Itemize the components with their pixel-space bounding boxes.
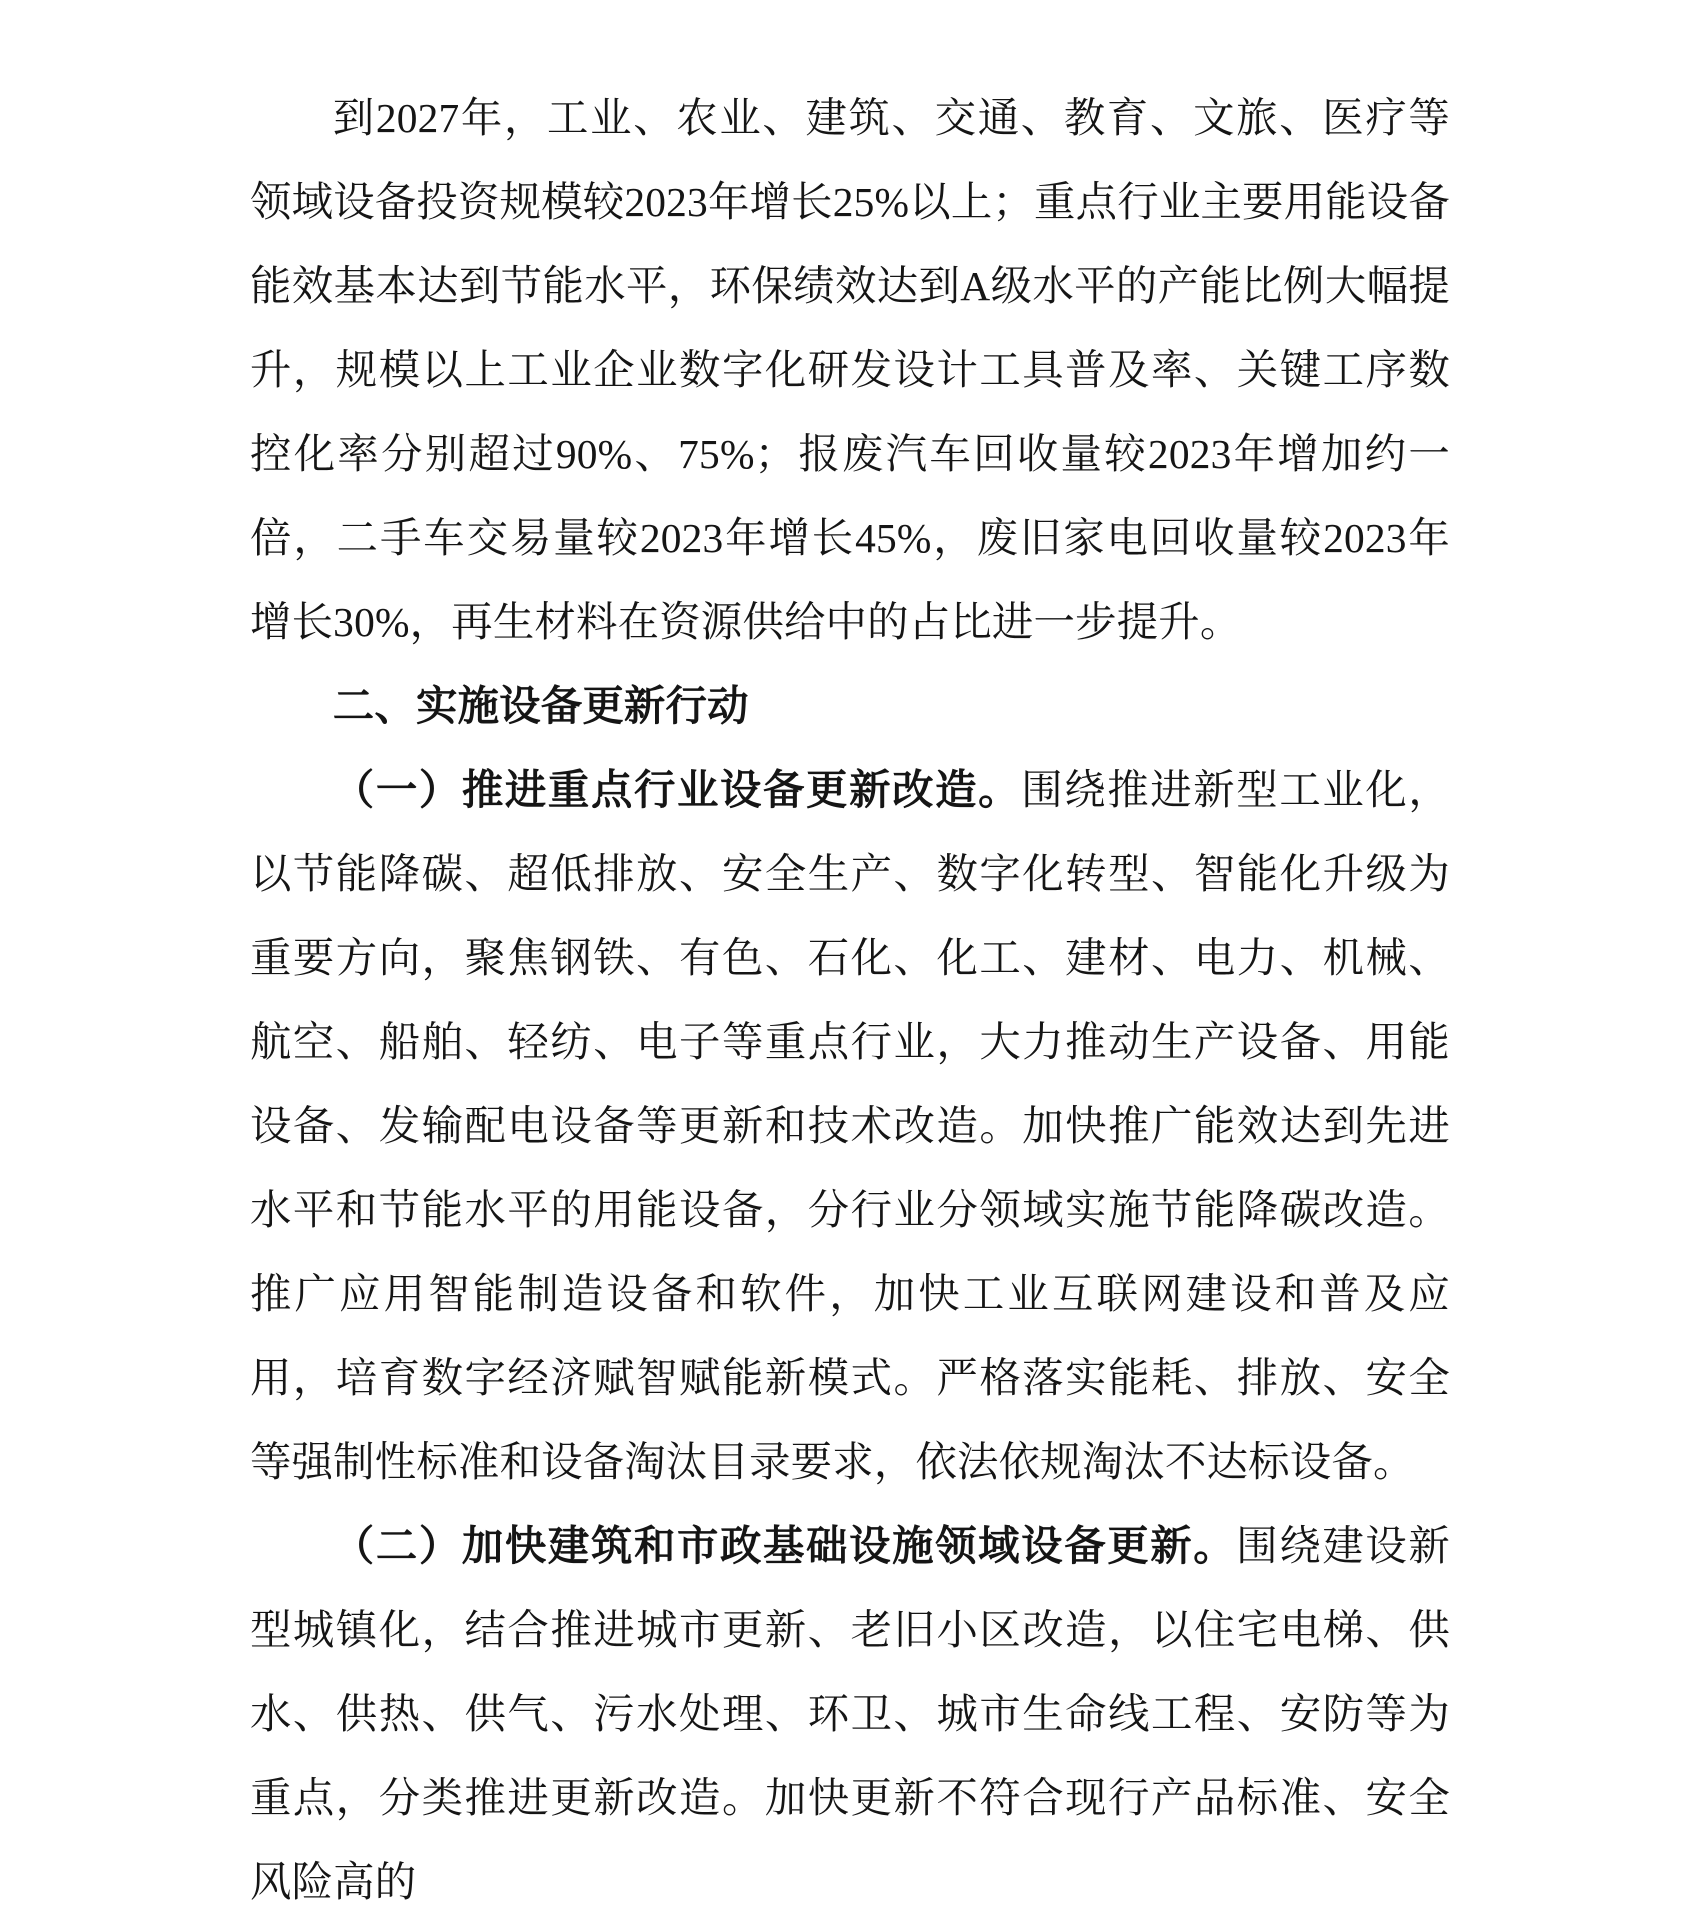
paragraph-2027-goals-text: 到2027年，工业、农业、建筑、交通、教育、文旅、医疗等领域设备投资规模较2023年增长25%以上；重点行业主要用能设备能效基本达到节能水平，环保绩效达到A级水平的产能比例大幅提升，规模以上工业企业数字化研发设计工具普及率、关键工序数控化率分别超过90%、75%；报废汽车回收量较2023年增加约一倍，二手车交易量较2023年增长45%，废旧家电回收量较2023年增长30%，再生材料在资源供给中的占比进一步提升。 <box>250 95 1450 645</box>
paragraph-building-municipal-renewal-text: 围绕建设新型城镇化，结合推进城市更新、老旧小区改造，以住宅电梯、供水、供热、供气、污水处理、环卫、城市生命线工程、安防等为重点，分类推进更新改造。加快更新不符合现行产品标准、安全风险高的 <box>250 1523 1450 1905</box>
subheading-key-industry-renewal: （一）推进重点行业设备更新改造。 <box>332 767 1022 813</box>
paragraph-building-municipal-renewal <box>250 1504 1450 1924</box>
paragraph-key-industry-renewal <box>250 748 1450 1504</box>
subheading-building-municipal-renewal: （二）加快建筑和市政基础设施领域设备更新。 <box>332 1523 1237 1569</box>
section-heading-equipment-renewal-action: 二、实施设备更新行动 <box>332 683 749 729</box>
paragraph-2027-goals <box>250 76 1450 664</box>
paragraph-key-industry-renewal-text: 围绕推进新型工业化，以节能降碳、超低排放、安全生产、数字化转型、智能化升级为重要方向，聚焦钢铁、有色、石化、化工、建材、电力、机械、航空、船舶、轻纺、电子等重点行业，大力推动生产设备、用能设备、发输配电设备等更新和技术改造。加快推广能效达到先进水平和节能水平的用能设备，分行业分领域实施节能降碳改造。推广应用智能制造设备和软件，加快工业互联网建设和普及应用，培育数字经济赋智赋能新模式。严格落实能耗、排放、安全等强制性标准和设备淘汰目录要求，依法依规淘汰不达标设备。 <box>250 767 1450 1485</box>
